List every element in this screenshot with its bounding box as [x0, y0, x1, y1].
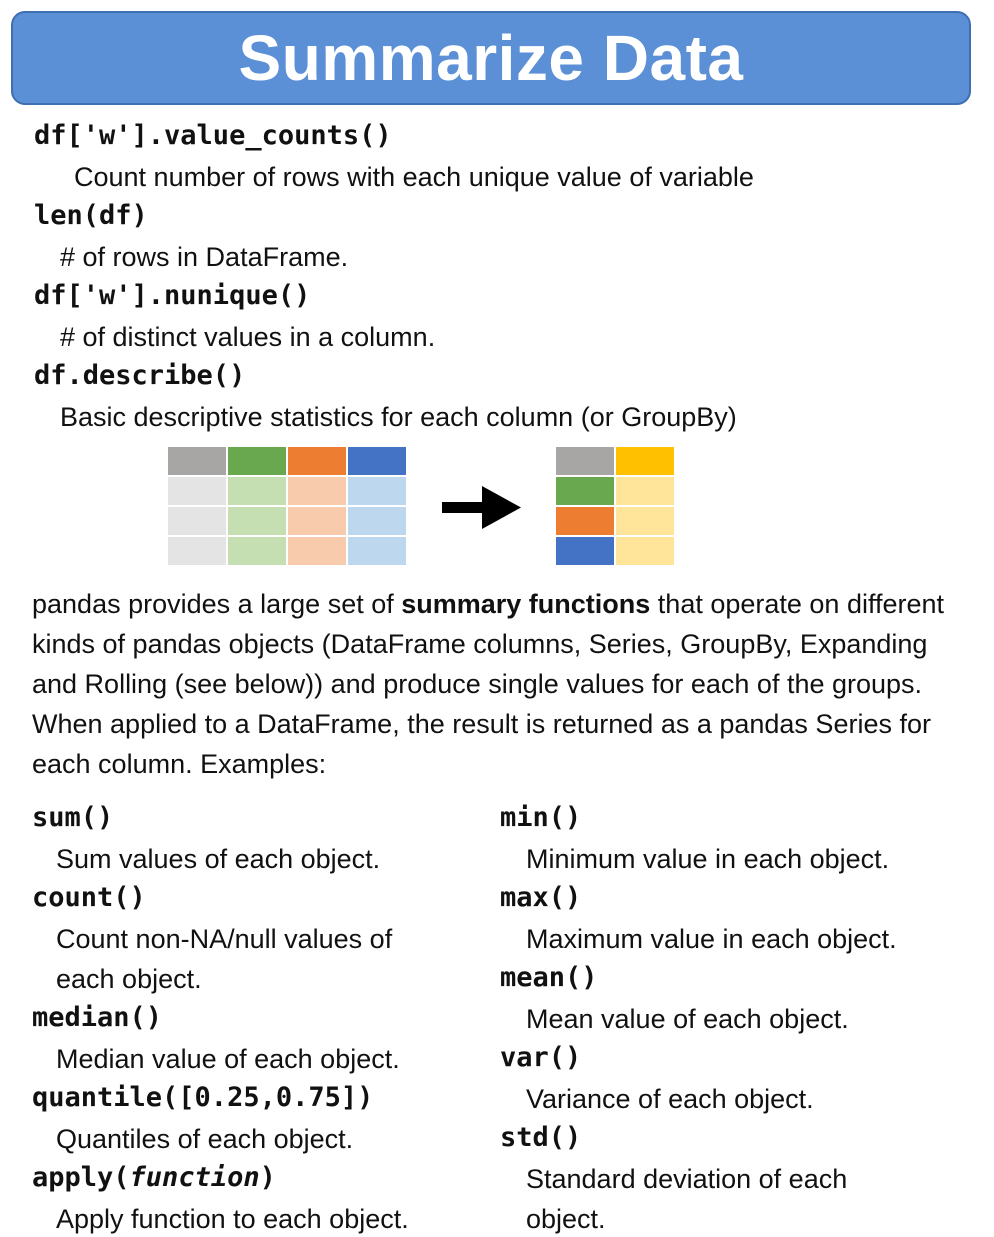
input-table	[168, 447, 406, 565]
mean-desc: Mean value of each object.	[526, 1004, 849, 1034]
output-cell	[556, 507, 614, 535]
output-cell	[556, 537, 614, 565]
input-body-cell	[228, 507, 286, 535]
describe-desc: Basic descriptive statistics for each column (or GroupBy)	[60, 402, 737, 432]
len-code: len(df)	[34, 200, 148, 231]
describe-code: df.describe()	[34, 360, 246, 391]
sum-desc: Sum values of each object.	[56, 844, 381, 874]
count-desc-line2: each object.	[56, 964, 202, 994]
median-code: median()	[32, 1002, 163, 1033]
std-code: std()	[500, 1122, 582, 1153]
input-body-cell	[288, 477, 346, 505]
title-banner	[11, 11, 971, 105]
input-header-cell	[168, 447, 226, 475]
min-desc: Minimum value in each object.	[526, 844, 890, 874]
paragraph-bold-term: summary functions	[401, 589, 651, 619]
max-desc: Maximum value in each object.	[526, 924, 897, 954]
apply-code-arg: function	[129, 1162, 260, 1193]
paragraph-text-rest: that operate on different kinds of pandas objects (DataFrame columns, Series, GroupBy, Expanding and Rolling (see below)) and produce single values for each of the groups. When applied to a DataFrame, the result is returned as a pandas Series for each column. Examples:	[32, 589, 945, 779]
var-code: var()	[500, 1042, 582, 1073]
input-body-cell	[288, 507, 346, 535]
apply-code-prefix: apply(	[32, 1162, 130, 1193]
var-desc: Variance of each object.	[526, 1084, 814, 1114]
input-header-cell	[288, 447, 346, 475]
sum-code: sum()	[32, 802, 114, 833]
input-body-cell	[228, 537, 286, 565]
len-desc: # of rows in DataFrame.	[60, 242, 349, 272]
nunique-desc: # of distinct values in a column.	[60, 322, 436, 352]
output-table	[556, 447, 674, 565]
quantile-desc: Quantiles of each object.	[56, 1124, 354, 1154]
mean-code: mean()	[500, 962, 598, 993]
min-code: min()	[500, 802, 582, 833]
input-body-cell	[288, 537, 346, 565]
apply-code	[32, 1162, 276, 1193]
input-body-cell	[348, 537, 406, 565]
output-cell	[556, 447, 614, 475]
count-code: count()	[32, 882, 146, 913]
nunique-code: df['w'].nunique()	[34, 280, 311, 311]
input-body-cell	[168, 537, 226, 565]
input-header-cell	[348, 447, 406, 475]
value-counts-code: df['w'].value_counts()	[34, 120, 392, 151]
output-cell	[556, 477, 614, 505]
median-desc: Median value of each object.	[56, 1044, 400, 1074]
describe-diagram	[160, 440, 690, 575]
output-cell	[616, 507, 674, 535]
input-body-cell	[348, 477, 406, 505]
input-body-cell	[168, 507, 226, 535]
value-counts-desc: Count number of rows with each unique value of variable	[74, 162, 754, 192]
output-cell	[616, 447, 674, 475]
input-body-cell	[168, 477, 226, 505]
quantile-code: quantile([0.25,0.75])	[32, 1082, 374, 1113]
summary-paragraph	[32, 584, 962, 784]
max-code: max()	[500, 882, 582, 913]
arrow-icon	[442, 486, 521, 529]
input-body-cell	[228, 477, 286, 505]
page-title: Summarize Data	[238, 22, 744, 94]
output-cell	[616, 477, 674, 505]
paragraph-text: pandas provides a large set of	[32, 589, 402, 619]
count-desc-line1: Count non-NA/null values of	[56, 924, 393, 954]
apply-code-suffix: )	[259, 1162, 276, 1193]
apply-desc: Apply function to each object.	[56, 1204, 409, 1234]
input-body-cell	[348, 507, 406, 535]
std-desc-line2: object.	[526, 1204, 606, 1234]
std-desc-line1: Standard deviation of each	[526, 1164, 848, 1194]
input-header-cell	[228, 447, 286, 475]
output-cell	[616, 537, 674, 565]
